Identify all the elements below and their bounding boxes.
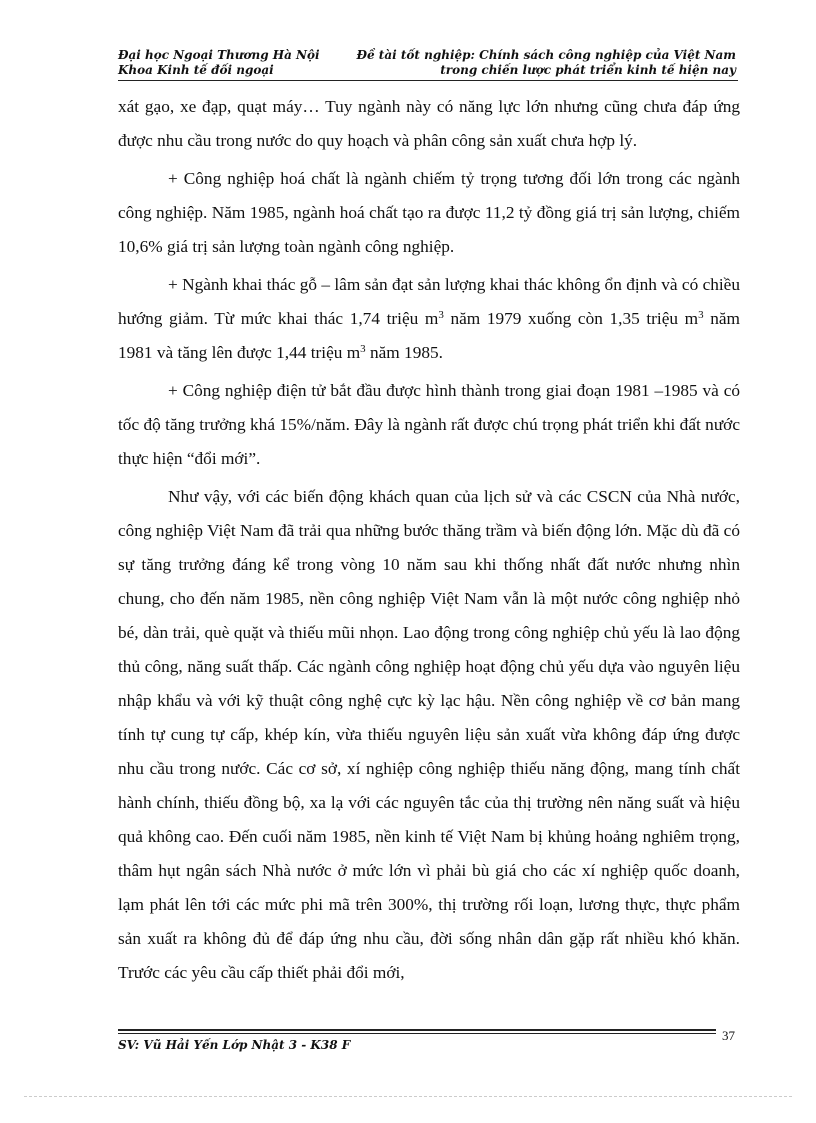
page-number: 37	[722, 1028, 735, 1043]
header-right	[357, 48, 737, 78]
header-university: Đại học Ngoại Thương Hà Nội	[118, 48, 320, 62]
footer-divider-thin	[118, 1033, 716, 1034]
superscript-3: 3	[698, 309, 704, 321]
paragraph-3-part-c: năm 1981 và tăng lên được 1,44 triệu m	[118, 309, 740, 362]
footer-divider-thick	[118, 1029, 716, 1031]
paragraph-3-part-b: năm 1979 xuống còn 1,35 triệu m	[443, 309, 699, 328]
document-body	[118, 90, 740, 994]
paragraph-2: + Công nghiệp hoá chất là ngành chiếm tỷ trọng tương đối lớn trong các ngành công nghiệp. Năm 1985, ngành hoá chất tạo ra được 11,2 tỷ đồng giá trị sản lượng, chiếm 10,6% giá trị sản lượng toàn ngành công nghiệp.	[118, 169, 740, 256]
paragraph-3-part-d: năm 1985.	[365, 343, 443, 362]
header-thesis-title: Đề tài tốt nghiệp: Chính sách công nghiệp của Việt Nam	[356, 48, 736, 62]
header-faculty: Khoa Kinh tế đối ngoại	[118, 63, 274, 77]
superscript-3: 3	[360, 343, 366, 355]
superscript-3: 3	[438, 309, 444, 321]
paragraph-3	[118, 268, 740, 370]
header-thesis-subtitle: trong chiến lược phát triển kinh tế hiện nay	[440, 63, 736, 77]
paragraph-1: xát gạo, xe đạp, quạt máy… Tuy ngành này có năng lực lớn nhưng cũng chưa đáp ứng được nhu cầu trong nước do quy hoạch và phân công sản xuất chưa hợp lý.	[118, 97, 740, 150]
footer-author: SV: Vũ Hải Yến Lớp Nhật 3 - K38 F	[118, 1038, 351, 1052]
header-left	[118, 48, 320, 78]
header-divider	[118, 80, 738, 81]
paragraph-4: + Công nghiệp điện tử bắt đầu được hình thành trong giai đoạn 1981 –1985 và có tốc độ tăng trưởng khá 15%/năm. Đây là ngành rất được chú trọng phát triển khi đất nước thực hiện “đổi mới”.	[118, 381, 740, 468]
page-bottom-rule	[24, 1096, 792, 1097]
paragraph-3-part-a: + Ngành khai thác gỗ – lâm sản đạt sản lượng khai thác không ổn định và có chiều hướng giảm. Từ mức khai thác 1,74 triệu m	[118, 275, 740, 328]
paragraph-5: Như vậy, với các biến động khách quan của lịch sử và các CSCN của Nhà nước, công nghiệp Việt Nam đã trải qua những bước thăng trầm và biến động lớn. Mặc dù đã có sự tăng trưởng đáng kể trong vòng 10 năm sau khi thống nhất đất nước nhưng nhìn chung, cho đến năm 1985, nền công nghiệp Việt Nam vẫn là một nước công nghiệp nhỏ bé, dàn trải, què quặt và thiếu mũi nhọn. Lao động trong công nghiệp chủ yếu là lao động thủ công, năng suất thấp. Các ngành công nghiệp hoạt động chủ yếu dựa vào nguyên liệu nhập khẩu và với kỹ thuật công nghệ cực kỳ lạc hậu. Nền công nghiệp về cơ bản mang tính tự cung tự cấp, khép kín, vừa thiếu nguyên liệu sản xuất vừa không đáp ứng được nhu cầu trong nước. Các cơ sở, xí nghiệp công nghiệp thiếu năng động, mang tính chất hành chính, thiếu đồng bộ, xa lạ với các nguyên tắc của thị trường nên năng suất và hiệu quả không cao. Đến cuối năm 1985, nền kinh tế Việt Nam bị khủng hoảng nghiêm trọng, thâm hụt ngân sách Nhà nước ở mức lớn vì phải bù giá cho các xí nghiệp quốc doanh, lạm phát lên tới các mức phi mã trên 300%, thị trường rối loạn, lương thực, thực phẩm sản xuất ra không đủ để đáp ứng nhu cầu, đời sống nhân dân gặp rất nhiều khó khăn. Trước các yêu cầu cấp thiết phải đổi mới,	[118, 487, 740, 982]
